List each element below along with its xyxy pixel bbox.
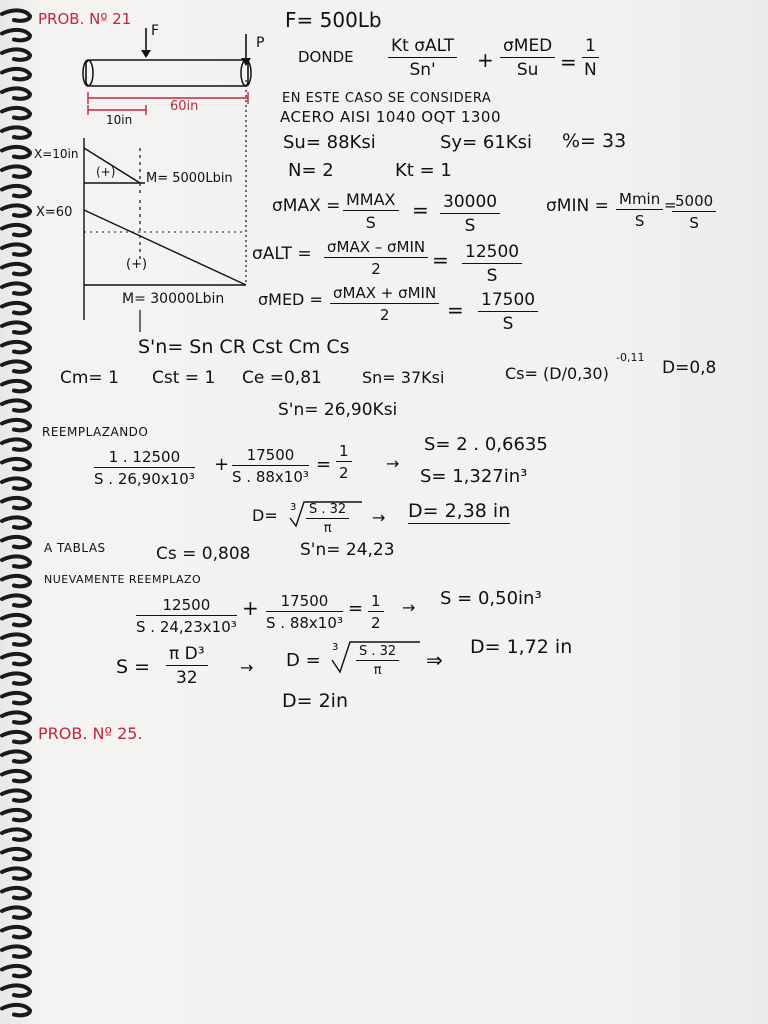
svg-text:3: 3 bbox=[290, 502, 297, 513]
endurance-formula: S'n= Sn CR Cst Cm Cs bbox=[138, 336, 350, 358]
spiral-ring bbox=[2, 771, 30, 781]
x-60-label: X=60 bbox=[36, 205, 73, 220]
replace1-d-result: D= 2,38 in bbox=[408, 500, 511, 522]
dim-60in: 60in bbox=[170, 99, 199, 114]
snp-value: S'n= 26,90Ksi bbox=[278, 400, 398, 420]
salt-value: $\frac{12500}{S}$ bbox=[462, 242, 522, 286]
problem-title: PROB. Nº 21 bbox=[38, 10, 132, 28]
spiral-ring bbox=[2, 615, 30, 625]
smed-equals: = bbox=[447, 298, 464, 322]
label-f: F bbox=[151, 23, 160, 39]
spiral-ring bbox=[2, 810, 30, 820]
spiral-ring bbox=[2, 322, 30, 332]
donde-label: DONDE bbox=[298, 48, 354, 66]
replace2-arrow: → bbox=[402, 598, 416, 617]
smax-lhs: σMAX = bbox=[272, 196, 341, 216]
spiral-ring bbox=[2, 439, 30, 449]
replace1-s2: S= 1,327in³ bbox=[420, 466, 528, 487]
su-value: Su= 88Ksi bbox=[283, 132, 376, 153]
spiral-ring bbox=[2, 868, 30, 878]
criterion-plus: + bbox=[477, 48, 494, 72]
replace2-implies: ⇒ bbox=[426, 648, 443, 672]
moment-big-label: M= 30000Lbin bbox=[122, 291, 225, 307]
smed-formula: σMAX + σMIN 2 bbox=[330, 284, 439, 324]
replace2-s-lhs: S = bbox=[116, 656, 151, 678]
replace2-d-lhs: D = bbox=[286, 650, 321, 671]
salt-lhs: σALT = bbox=[252, 244, 312, 264]
spiral-ring bbox=[2, 790, 30, 800]
replace2-term3: $\frac{1}{2}$ bbox=[368, 592, 384, 632]
spiral-ring bbox=[2, 400, 30, 410]
smed-value: $\frac{17500}{S}$ bbox=[478, 290, 538, 334]
replace1-d-root: $\frac{S . 32}{\pi}$ bbox=[306, 502, 349, 536]
spiral-ring bbox=[2, 30, 30, 40]
replace2-plus: + bbox=[242, 596, 259, 620]
spiral-ring bbox=[2, 673, 30, 683]
note-line-1: EN ESTE CASO SE CONSIDERA bbox=[282, 91, 492, 106]
spiral-ring bbox=[2, 946, 30, 956]
cs-formula: Cs= (D/0,30) bbox=[505, 364, 609, 383]
criterion-term1: Kt σALT Sn' bbox=[388, 36, 457, 80]
spiral-ring bbox=[2, 459, 30, 469]
replace1-label: REEMPLAZANDO bbox=[42, 425, 149, 439]
salt-equals: = bbox=[432, 248, 449, 272]
spiral-ring bbox=[2, 205, 30, 215]
spiral-ring bbox=[2, 147, 30, 157]
spiral-ring bbox=[2, 88, 30, 98]
spiral-ring bbox=[2, 49, 30, 59]
spiral-ring bbox=[2, 303, 30, 313]
spiral-ring bbox=[2, 654, 30, 664]
spiral-ring bbox=[2, 264, 30, 274]
dim-10in: 10in bbox=[106, 113, 133, 127]
x-10in-label: X=10in bbox=[34, 147, 79, 161]
cst-value: Cst = 1 bbox=[152, 368, 216, 388]
spiral-ring bbox=[2, 478, 30, 488]
cs-exponent: -0,11 bbox=[616, 351, 645, 364]
replace2-d-result: D= 1,72 in bbox=[470, 636, 573, 658]
tables-snp: S'n= 24,23 bbox=[300, 540, 395, 560]
smin-formula: Mmin S bbox=[616, 190, 663, 230]
replace1-term1: $\frac{1 . 12500}{\text{S . 26,90x10³}}$ bbox=[94, 448, 195, 488]
smax-formula: MMAX S bbox=[343, 190, 399, 232]
spiral-ring bbox=[2, 556, 30, 566]
smed-lhs: σMED = bbox=[258, 290, 323, 309]
spiral-ring bbox=[2, 361, 30, 371]
replace1-arrow2: → bbox=[372, 508, 386, 527]
plus-sign-2: (+) bbox=[126, 257, 148, 272]
spiral-ring bbox=[2, 927, 30, 937]
spiral-ring bbox=[2, 732, 30, 742]
spiral-ring bbox=[2, 498, 30, 508]
spiral-ring bbox=[2, 829, 30, 839]
sn-value: Sn= 37Ksi bbox=[362, 368, 445, 387]
spiral-ring bbox=[2, 127, 30, 137]
elongation-value: %= 33 bbox=[562, 130, 627, 152]
replace2-s: S = 0,50in³ bbox=[440, 588, 542, 609]
spiral-ring bbox=[2, 751, 30, 761]
replace2-arrow2: → bbox=[240, 658, 254, 677]
plus-sign-1: (+) bbox=[96, 165, 116, 179]
spiral-ring bbox=[2, 10, 30, 20]
replace1-equals: = bbox=[316, 454, 332, 475]
spiral-ring bbox=[2, 985, 30, 995]
spiral-ring bbox=[2, 186, 30, 196]
spiral-ring bbox=[2, 966, 30, 976]
replace2-label: NUEVAMENTE REEMPLAZO bbox=[44, 573, 202, 586]
spiral-ring bbox=[2, 283, 30, 293]
replace2-term1: $\frac{12500}{\text{S . 24,23x10³}}$ bbox=[136, 596, 237, 636]
tables-label: A TABLAS bbox=[44, 541, 106, 555]
smin-equals: = bbox=[664, 196, 677, 214]
spiral-ring bbox=[2, 1005, 30, 1015]
replace2-term2: $\frac{17500}{\text{S . 88x10³}}$ bbox=[266, 592, 343, 632]
criterion-equals: = bbox=[560, 50, 577, 74]
replace1-d-lhs: D= bbox=[252, 506, 278, 525]
spiral-ring bbox=[2, 244, 30, 254]
spiral-ring bbox=[2, 166, 30, 176]
salt-formula: σMAX – σMIN 2 bbox=[324, 238, 428, 278]
spiral-ring bbox=[2, 907, 30, 917]
ce-value: Ce =0,81 bbox=[242, 368, 322, 388]
spiral-ring bbox=[2, 634, 30, 644]
replace1-term2: $\frac{17500}{\text{S . 88x10³}}$ bbox=[232, 446, 309, 486]
d-estimate: D=0,8 bbox=[662, 358, 717, 378]
spiral-ring bbox=[2, 342, 30, 352]
problem-25-title: PROB. Nº 25. bbox=[38, 724, 143, 743]
replace2-d-root: $\frac{S . 32}{\pi}$ bbox=[356, 644, 399, 678]
n-value: N= 2 bbox=[288, 160, 334, 181]
replace2-equals: = bbox=[348, 598, 364, 619]
replace1-arrow: → bbox=[386, 454, 400, 473]
smax-equals: = bbox=[412, 198, 429, 222]
force-equation: F= 500Lb bbox=[285, 8, 382, 32]
spiral-ring bbox=[2, 595, 30, 605]
spiral-ring bbox=[2, 225, 30, 235]
criterion-term2: σMED Su bbox=[500, 36, 555, 80]
moment-small-label: M= 5000Lbin bbox=[146, 171, 233, 186]
cm-value: Cm= 1 bbox=[60, 368, 119, 388]
smax-value: $\frac{30000}{S}$ bbox=[440, 192, 500, 236]
spiral-ring bbox=[2, 108, 30, 118]
tables-cs: Cs = 0,808 bbox=[156, 544, 251, 564]
spiral-ring bbox=[2, 517, 30, 527]
replace1-s1: S= 2 . 0,6635 bbox=[424, 434, 548, 455]
label-p: P bbox=[256, 35, 265, 51]
spiral-ring bbox=[2, 693, 30, 703]
spiral-ring bbox=[2, 712, 30, 722]
final-diameter: D= 2in bbox=[282, 690, 348, 712]
spiral-ring bbox=[2, 420, 30, 430]
note-line-2: ACERO AISI 1040 OQT 1300 bbox=[280, 108, 502, 126]
replace2-s-formula: $\frac{\text{π D³}}{32}$ bbox=[166, 644, 208, 688]
spiral-ring bbox=[2, 381, 30, 391]
spiral-ring bbox=[2, 888, 30, 898]
sy-value: Sy= 61Ksi bbox=[440, 132, 532, 153]
spiral-ring bbox=[2, 576, 30, 586]
cube-root-sign-1 bbox=[284, 500, 364, 530]
spiral-ring bbox=[2, 849, 30, 859]
smin-value: $\frac{5000}{S}$ bbox=[672, 192, 716, 232]
spiral-ring bbox=[2, 537, 30, 547]
svg-text:3: 3 bbox=[332, 642, 339, 653]
replace1-term3: $\frac{1}{2}$ bbox=[336, 442, 352, 482]
smin-lhs: σMIN = bbox=[546, 196, 609, 216]
kt-value: Kt = 1 bbox=[395, 160, 452, 181]
criterion-term3: $\frac{1}{N}$ bbox=[582, 36, 599, 80]
replace1-plus: + bbox=[214, 454, 230, 475]
spiral-ring bbox=[2, 69, 30, 79]
